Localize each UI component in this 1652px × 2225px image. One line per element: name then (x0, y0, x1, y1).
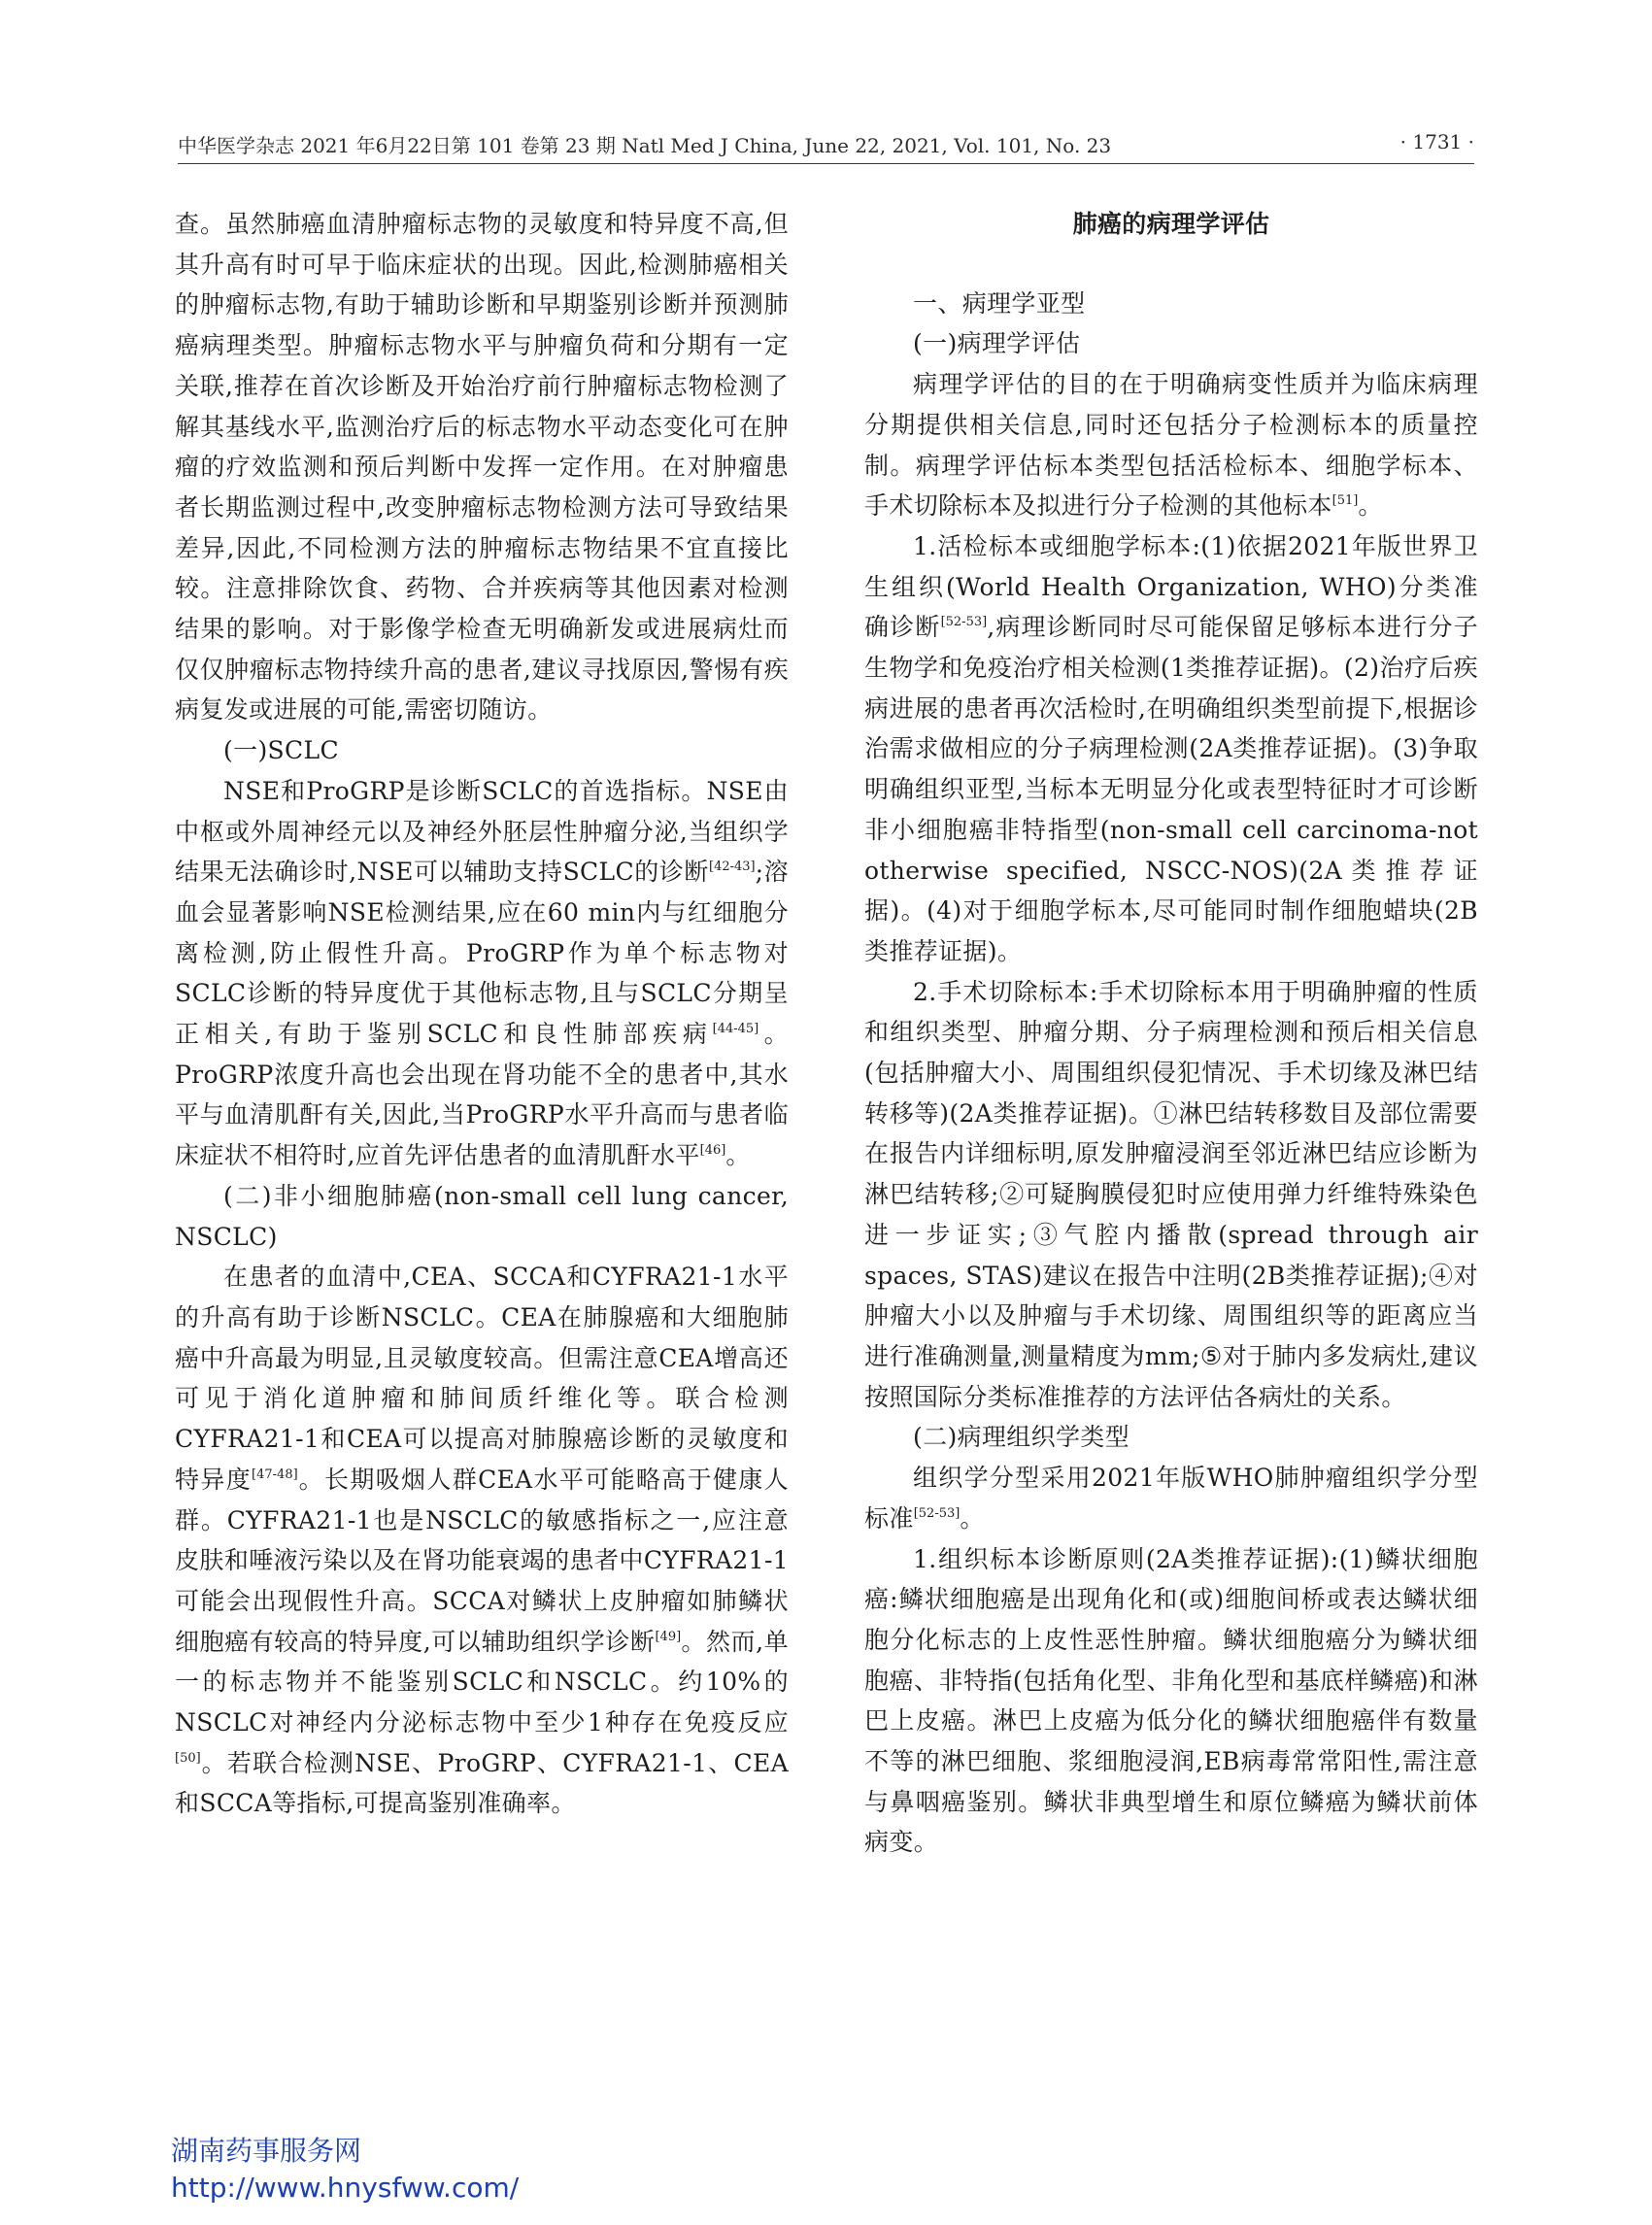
text: 病理学评估的目的在于明确病变性质并为临床病理分期提供相关信息,同时还包括分子检测标本的质量控制。病理学评估标本类型包括活检标本、细胞学标本、手术切除标本及拟进行分子检测的其他标本 (864, 370, 1478, 521)
heading-pathology-subtypes: 一、病理学亚型 (913, 288, 1086, 318)
text: 。若联合检测NSE、ProGRP、CYFRA21-1、CEA和SCCA等指标,可提高鉴别准确率。 (175, 1748, 789, 1818)
subheading-sclc: (一)SCLC (223, 736, 339, 765)
text: 。然而,单一的标志物并不能鉴别SCLC和NSCLC。约10%的NSCLC对神经内分泌标志物中至少1种存在免疫反应 (175, 1627, 790, 1737)
paragraph-who-classification (864, 1458, 1478, 1538)
journal-citation: 中华医学杂志 2021 年6月22日第 101 卷第 23 期 Natl Med J China, June 22, 2021, Vol. 101, No. 23 (178, 134, 1112, 157)
paragraph-nsclc (175, 1257, 789, 1824)
subheading-histologic-types: (二)病理组织学类型 (913, 1423, 1130, 1452)
citation: [52-53] (913, 1505, 961, 1521)
running-header (178, 130, 1474, 158)
paragraph-assessment-purpose (864, 364, 1478, 526)
subheading-nsclc: (二)非小细胞肺癌(non-small cell lung cancer, NSCLC) (175, 1181, 789, 1251)
text: 。 (725, 1141, 751, 1170)
text: 组织学分型采用2021年版WHO肺肿瘤组织学分型标准 (864, 1464, 1478, 1533)
citation: [47-48] (252, 1466, 298, 1482)
citation: [42-43] (709, 860, 756, 875)
paragraph-sclc (175, 771, 789, 1176)
citation: [46] (699, 1143, 726, 1159)
watermark-site-name: 湖南药事服务网 (171, 2135, 362, 2167)
text: 。 (960, 1503, 985, 1533)
citation: [50] (175, 1750, 201, 1766)
text: NSE和ProGRP是诊断SCLC的首选指标。NSE由中枢或外周神经元以及神经外胚层性肿瘤分泌,当组织学结果无法确诊时,NSE可以辅助支持SCLC的诊断 (175, 776, 789, 887)
text: ;溶血会显著影响NSE检测结果,应在60 min内与红细胞分离检测,防止假性升高。ProGRP作为单个标志物对SCLC诊断的特异度优于其他标志物,且与SCLC分期呈正相关,有助于鉴别SCLC和良性肺部疾病 (175, 858, 789, 1049)
citation: [51] (1332, 493, 1359, 509)
watermark-url[interactable]: http://www.hnysfww.com/ (171, 2172, 520, 2204)
text: 。ProGRP浓度升高也会出现在肾功能不全的患者中,其水平与血清肌酐有关,因此,当ProGRP水平升高而与患者临床症状不相符时,应首先评估患者的血清肌酐水平 (175, 1020, 789, 1170)
text: 。长期吸烟人群CEA水平可能略高于健康人群。CYFRA21-1也是NSCLC的敏感指标之一,应注意皮肤和唾液污染以及在肾功能衰竭的患者中CYFRA21-1可能会出现假性升高。SCCA对鳞状上皮肿瘤如肺鳞状细胞癌有较高的特异度,可以辅助组织学诊断 (175, 1465, 789, 1656)
text: ,病理诊断同时尽可能保留足够标本进行分子生物学和免疫治疗相关检测(1类推荐证据)。(2)治疗后疾病进展的患者再次活检时,在明确组织类型前提下,根据诊治需求做相应的分子病理检测(2A类推荐证据)。(3)争取明确组织亚型,当标本无明显分化或表型特征时才可诊断非小细胞癌非特指型(non-small cell carcinoma-not otherwise specified, NSCC-NOS)(2A类推荐证据)。(4)对于细胞学标本,尽可能同时制作细胞蜡块(2B类推荐证据)。 (864, 613, 1478, 965)
paragraph-tumor-markers: 查。虽然肺癌血清肿瘤标志物的灵敏度和特异度不高,但其升高有时可早于临床症状的出现。因此,检测肺癌相关的肿瘤标志物,有助于辅助诊断和早期鉴别诊断并预测肺癌病理类型。肿瘤标志物水平与肿瘤负荷和分期有一定关联,推荐在首次诊断及开始治疗前行肿瘤标志物检测了解其基线水平,监测治疗后的标志物水平动态变化可在肿瘤的疗效监测和预后判断中发挥一定作用。在对肿瘤患者长期监测过程中,改变肿瘤标志物检测方法可导致结果差异,因此,不同检测方法的肿瘤标志物结果不宜直接比较。注意排除饮食、药物、合并疾病等其他因素对检测结果的影响。对于影像学检查无明确新发或进展病灶而仅仅肿瘤标志物持续升高的患者,建议寻找原因,警惕有疾病复发或进展的可能,需密切随访。 (175, 210, 789, 725)
subheading-pathology-assessment: (一)病理学评估 (913, 329, 1081, 358)
left-column (175, 204, 789, 1824)
citation: [52-53] (940, 615, 988, 630)
text: 1.活检标本或细胞学标本:(1)依据2021年版世界卫生组织(World Health Organization, WHO)分类准确诊断 (864, 531, 1478, 642)
right-column (864, 204, 1478, 1863)
paragraph-surgical-specimens: 2.手术切除标本:手术切除标本用于明确肿瘤的性质和组织类型、肿瘤分期、分子病理检测和预后相关信息(包括肿瘤大小、周围组织侵犯情况、手术切缘及淋巴结转移等)(2A类推荐证据)。①淋巴结转移数目及部位需要在报告内详细标明,原发肿瘤浸润至邻近淋巴结应诊断为淋巴结转移;②可疑胸膜侵犯时应使用弹力纤维特殊染色进一步证实;③气腔内播散(spread through air spaces, STAS)建议在报告中注明(2B类推荐证据);④对肿瘤大小以及肿瘤与手术切缘、周围组织等的距离应当进行准确测量,测量精度为mm;⑤对于肺内多发病灶,建议按照国际分类标准推荐的方法评估各病灶的关系。 (864, 977, 1478, 1411)
section-title: 肺癌的病理学评估 (1072, 210, 1270, 238)
page-number: · 1731 · (1399, 130, 1474, 153)
paragraph-diagnosis-principles: 1.组织标本诊断原则(2A类推荐证据):(1)鳞状细胞癌:鳞状细胞癌是出现角化和(或)细胞间桥或表达鳞状细胞分化标志的上皮性恶性肿瘤。鳞状细胞癌分为鳞状细胞癌、非特指(包括角化型、非角化型和基底样鳞癌)和淋巴上皮癌。淋巴上皮癌为低分化的鳞状细胞癌伴有数量不等的淋巴细胞、浆细胞浸润,EB病毒常常阳性,需注意与鼻咽癌鉴别。鳞状非典型增生和原位鳞癌为鳞状前体病变。 (864, 1544, 1478, 1857)
watermark (171, 2133, 519, 2207)
citation: [44-45] (712, 1022, 759, 1037)
citation: [49] (655, 1629, 682, 1644)
paragraph-biopsy-specimens (864, 526, 1478, 972)
text: 在患者的血清中,CEA、SCCA和CYFRA21-1水平的升高有助于诊断NSCLC。CEA在肺腺癌和大细胞肺癌中升高最为明显,且灵敏度较高。但需注意CEA增高还可见于消化道肿瘤和肺间质纤维化等。联合检测CYFRA21-1和CEA可以提高对肺腺癌诊断的灵敏度和特异度 (175, 1263, 789, 1494)
header-rule (178, 163, 1474, 164)
text: 。 (1358, 491, 1383, 521)
